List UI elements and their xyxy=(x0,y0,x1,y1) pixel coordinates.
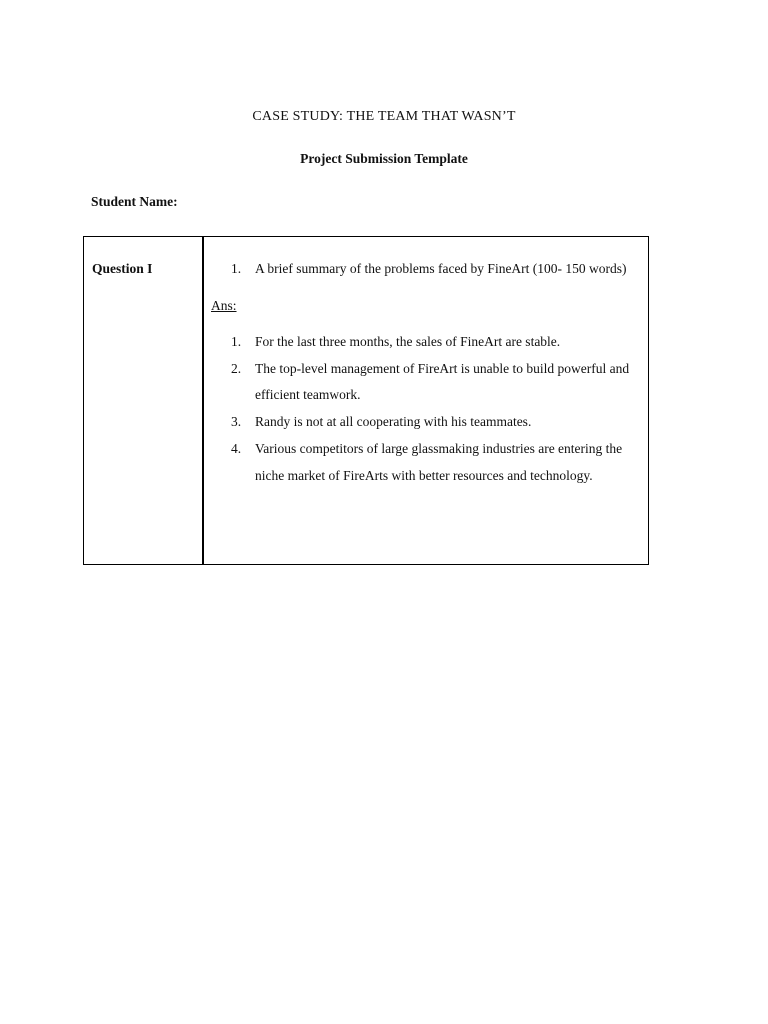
answer-label: Ans: xyxy=(211,298,237,313)
student-name-label: Student Name: xyxy=(91,194,178,209)
answer-text: The top-level management of FireArt is unable to build powerful and efficient teamwork. xyxy=(255,360,630,403)
table-row xyxy=(84,237,649,565)
list-item xyxy=(204,329,640,356)
question-answer-table xyxy=(83,236,649,565)
answer-number: 3. xyxy=(231,414,242,430)
answer-number: 1. xyxy=(231,334,242,349)
answer-text: Randy is not at all cooperating with his teammates. xyxy=(255,414,532,430)
answer-number: 4. xyxy=(231,440,242,456)
answer-text: For the last three months, the sales of FineArt are stable. xyxy=(255,334,561,349)
question-item xyxy=(204,255,640,282)
question-text: A brief summary of the problems faced by FineArt (100- 150 words) xyxy=(255,261,627,276)
question-content-cell xyxy=(203,237,649,565)
question-label: Question I xyxy=(92,261,153,276)
document-title: CASE STUDY: THE TEAM THAT WASN’T xyxy=(252,109,516,124)
answer-text: Various competitors of large glassmaking industries are entering the niche market of FireArts with better resources and technology. xyxy=(255,440,623,483)
document-subtitle: Project Submission Template xyxy=(300,151,468,166)
question-number: 1. xyxy=(231,261,242,276)
answer-number: 2. xyxy=(231,360,242,376)
question-label-cell xyxy=(84,237,204,565)
list-item xyxy=(204,356,640,409)
list-item xyxy=(204,436,640,489)
list-item xyxy=(204,409,640,436)
answer-list xyxy=(204,329,640,489)
